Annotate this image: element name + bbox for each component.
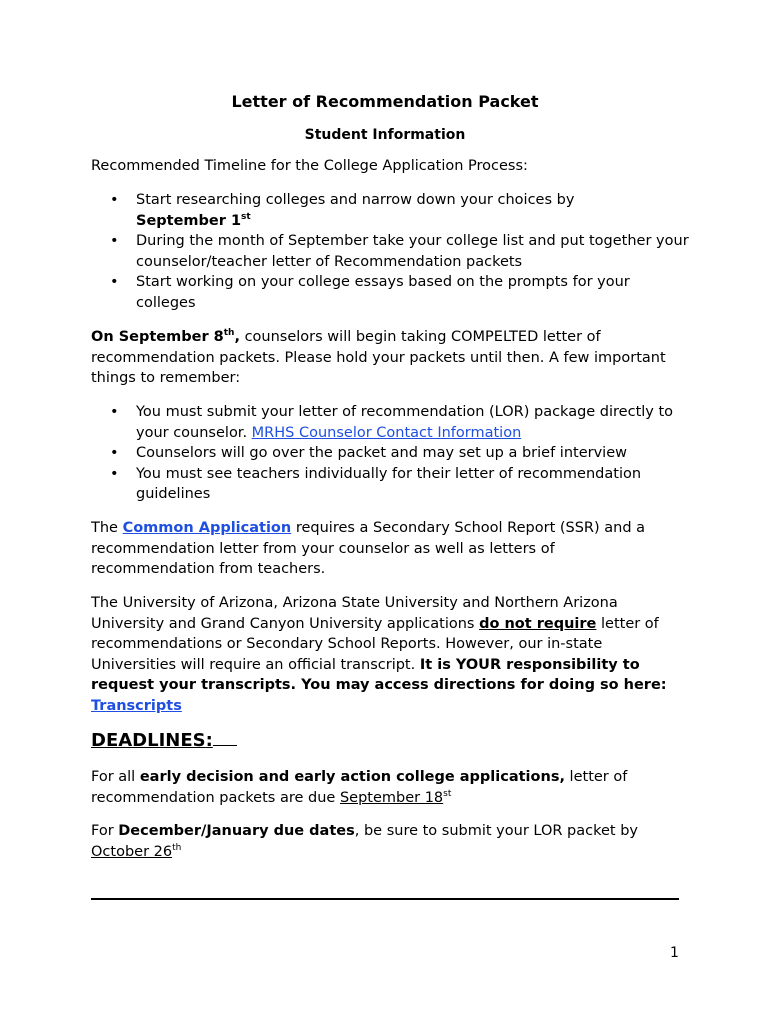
sept8-sup: th [223, 328, 235, 338]
timeline-item-date-sup: st [241, 211, 251, 222]
page-number: 1 [670, 945, 679, 961]
remember-item-text: You must submit your letter of recommendation (LOR) package directly to your counselor. [136, 404, 674, 441]
document-subtitle: Student Information [304, 127, 466, 143]
sept8-text: counselors will begin taking COMPELTED letter of recommendation packets. Please hold your packets until then. A few important things to remember: [91, 329, 666, 386]
sept8-paragraph [91, 327, 681, 389]
timeline-intro: Recommended Timeline for the College Application Process: [91, 158, 528, 174]
early-post: letter of recommendation packets are due [91, 769, 628, 806]
timeline-item-date: September 1 [136, 212, 242, 229]
december-deadline-paragraph [91, 821, 681, 862]
early-bold: early decision and early action college applications, [139, 769, 565, 785]
dec-date: October 26 [91, 843, 173, 860]
instate-paragraph [91, 593, 681, 716]
early-date: September 18 [339, 789, 444, 806]
deadlines-heading-text: DEADLINES [91, 730, 206, 751]
transcripts-link[interactable]: Transcripts [91, 697, 182, 714]
list-item: • Start working on your college essays based on the prompts for your colleges [91, 272, 691, 313]
deadlines-colon: : [205, 730, 213, 751]
early-pre: For all [91, 769, 140, 785]
dec-pre: For [91, 823, 119, 839]
deadlines-heading [91, 730, 237, 751]
list-item: • You must see teachers individually for their letter of recommendation guidelines [91, 464, 691, 505]
instate-text1: The University of Arizona, Arizona State University and Northern Arizona University and Grand Canyon University applications [91, 595, 618, 632]
common-app-pre: The [91, 520, 123, 536]
dec-bold: December/January due dates [118, 823, 355, 839]
sept8-date: On September 8 [91, 329, 224, 345]
responsibility-note: It is YOUR responsibility to request your transcripts. You may access directions for doing so here: [91, 656, 667, 693]
list-item [91, 402, 691, 443]
timeline-item-text: Start researching colleges and narrow down your choices by [136, 192, 575, 208]
common-app-post: requires a Secondary School Report (SSR) and a recommendation letter from your counselor as well as letters of recommendation from teachers. [91, 520, 646, 577]
do-not-require-emphasis: do not require [479, 615, 597, 632]
common-app-paragraph [91, 518, 681, 580]
footer-rule [91, 898, 679, 900]
dec-date-sup: th [172, 842, 182, 853]
sept8-comma: , [234, 329, 240, 345]
list-item [91, 190, 691, 231]
list-item: • Counselors will go over the packet and may set up a brief interview [91, 443, 691, 464]
counselor-contact-link[interactable]: MRHS Counselor Contact Information [251, 424, 522, 441]
early-deadline-paragraph [91, 767, 681, 808]
remember-list [91, 402, 691, 505]
document-title: Letter of Recommendation Packet [231, 92, 539, 111]
common-application-link[interactable]: Common Application [122, 520, 292, 536]
list-item: • During the month of September take your college list and put together your counselor/teacher letter of Recommendation packets [91, 231, 691, 272]
heading-underline-tail [213, 731, 237, 746]
timeline-list [91, 190, 691, 313]
instate-text2: letter of recommendations or Secondary School Reports. However, our in-state Universities will require an official transcript. [91, 615, 659, 673]
early-date-sup: st [443, 788, 452, 799]
dec-post: , be sure to submit your LOR packet by [354, 823, 638, 839]
